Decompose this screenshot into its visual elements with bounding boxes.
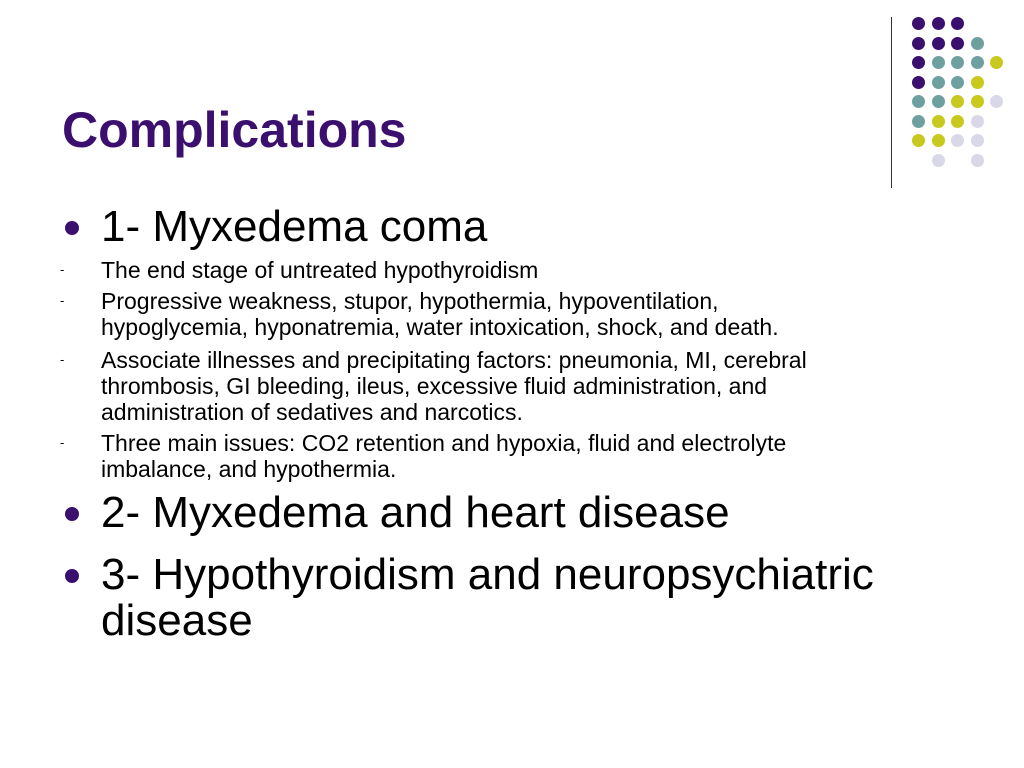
dash-marker-icon: - <box>60 352 65 367</box>
sub-item-text: The end stage of untreated hypothyroidism <box>101 257 539 283</box>
sub-item-text: Progressive weakness, stupor, hypothermia, hypoventilation, hypoglycemia, hyponatremia, water intoxication, shock, and death. <box>101 288 779 340</box>
bullet-text: 3- Hypothyroidism and neuropsychiatric <box>101 550 874 599</box>
sub-item-text: Associate illnesses and precipitating factors: pneumonia, MI, cerebral thrombosis, GI bleeding, ileus, excessive fluid administration, and administration of sedatives and narcotics. <box>101 347 807 425</box>
dash-marker-icon: - <box>60 435 65 450</box>
dash-marker-icon: - <box>60 262 65 277</box>
slide-title: Complications <box>62 102 407 158</box>
bullet-dot-icon <box>65 221 79 235</box>
bullet-dot-icon <box>65 569 79 583</box>
bullet-text: 2- Myxedema and heart disease <box>101 488 730 537</box>
bullet-dot-icon <box>65 507 79 521</box>
bullet-text-continuation: disease <box>101 596 253 645</box>
bullet-text: 1- Myxedema coma <box>101 202 488 251</box>
dash-marker-icon: - <box>60 293 65 308</box>
sub-item-text: Three main issues: CO2 retention and hypoxia, fluid and electrolyte imbalance, and hypothermia. <box>101 430 787 482</box>
